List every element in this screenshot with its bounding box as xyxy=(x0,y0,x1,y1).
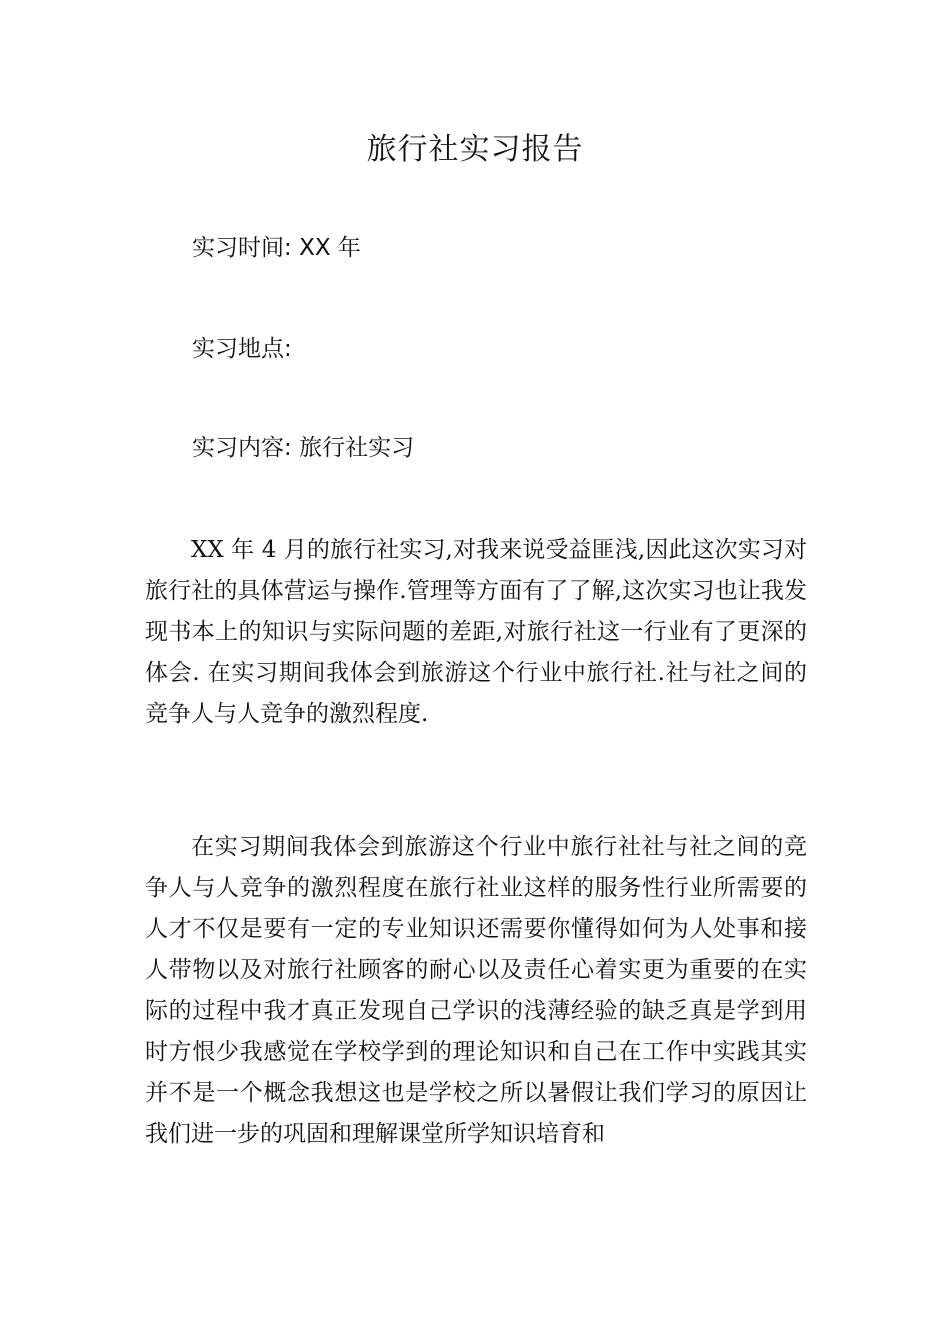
field-internship-location xyxy=(192,334,292,364)
field-value: 旅行社实习 xyxy=(299,435,415,461)
document-title: 旅行社实习报告 xyxy=(366,132,584,167)
field-label: 实习内容: xyxy=(192,435,300,461)
body-paragraph: XX 年 4 月的旅行社实习,对我来说受益匪浅,因此这次实习对旅行社的具体营运与操作.管理等方面有了了解,这次实习也让我发现书本上的知识与实际问题的差距,对旅行社这一行业有了更深的体会. 在实习期间我体会到旅游这个行业中旅行社.社与社之间的竞争人与人竞争的激烈程度. xyxy=(145,537,807,727)
field-value: XX 年 xyxy=(299,235,361,261)
field-label: 实习地点: xyxy=(192,336,292,362)
field-internship-content xyxy=(192,433,414,463)
field-label: 实习时间: xyxy=(192,235,300,261)
field-internship-time xyxy=(192,233,361,263)
body-paragraph: 在实习期间我体会到旅游这个行业中旅行社社与社之间的竞争人与人竞争的激烈程度在旅行社业这样的服务性行业所需要的人才不仅是要有一定的专业知识还需要你懂得如何为人处事和接人带物以及对旅行社顾客的耐心以及责任心着实更为重要的在实际的过程中我才真正发现自己学识的浅薄经验的缺乏真是学到用时方恨少我感觉在学校学到的理论知识和自己在工作中实践其实并不是一个概念我想这也是学校之所以暑假让我们学习的原因让我们进一步的巩固和理解课堂所学知识培育和 xyxy=(145,834,807,1147)
